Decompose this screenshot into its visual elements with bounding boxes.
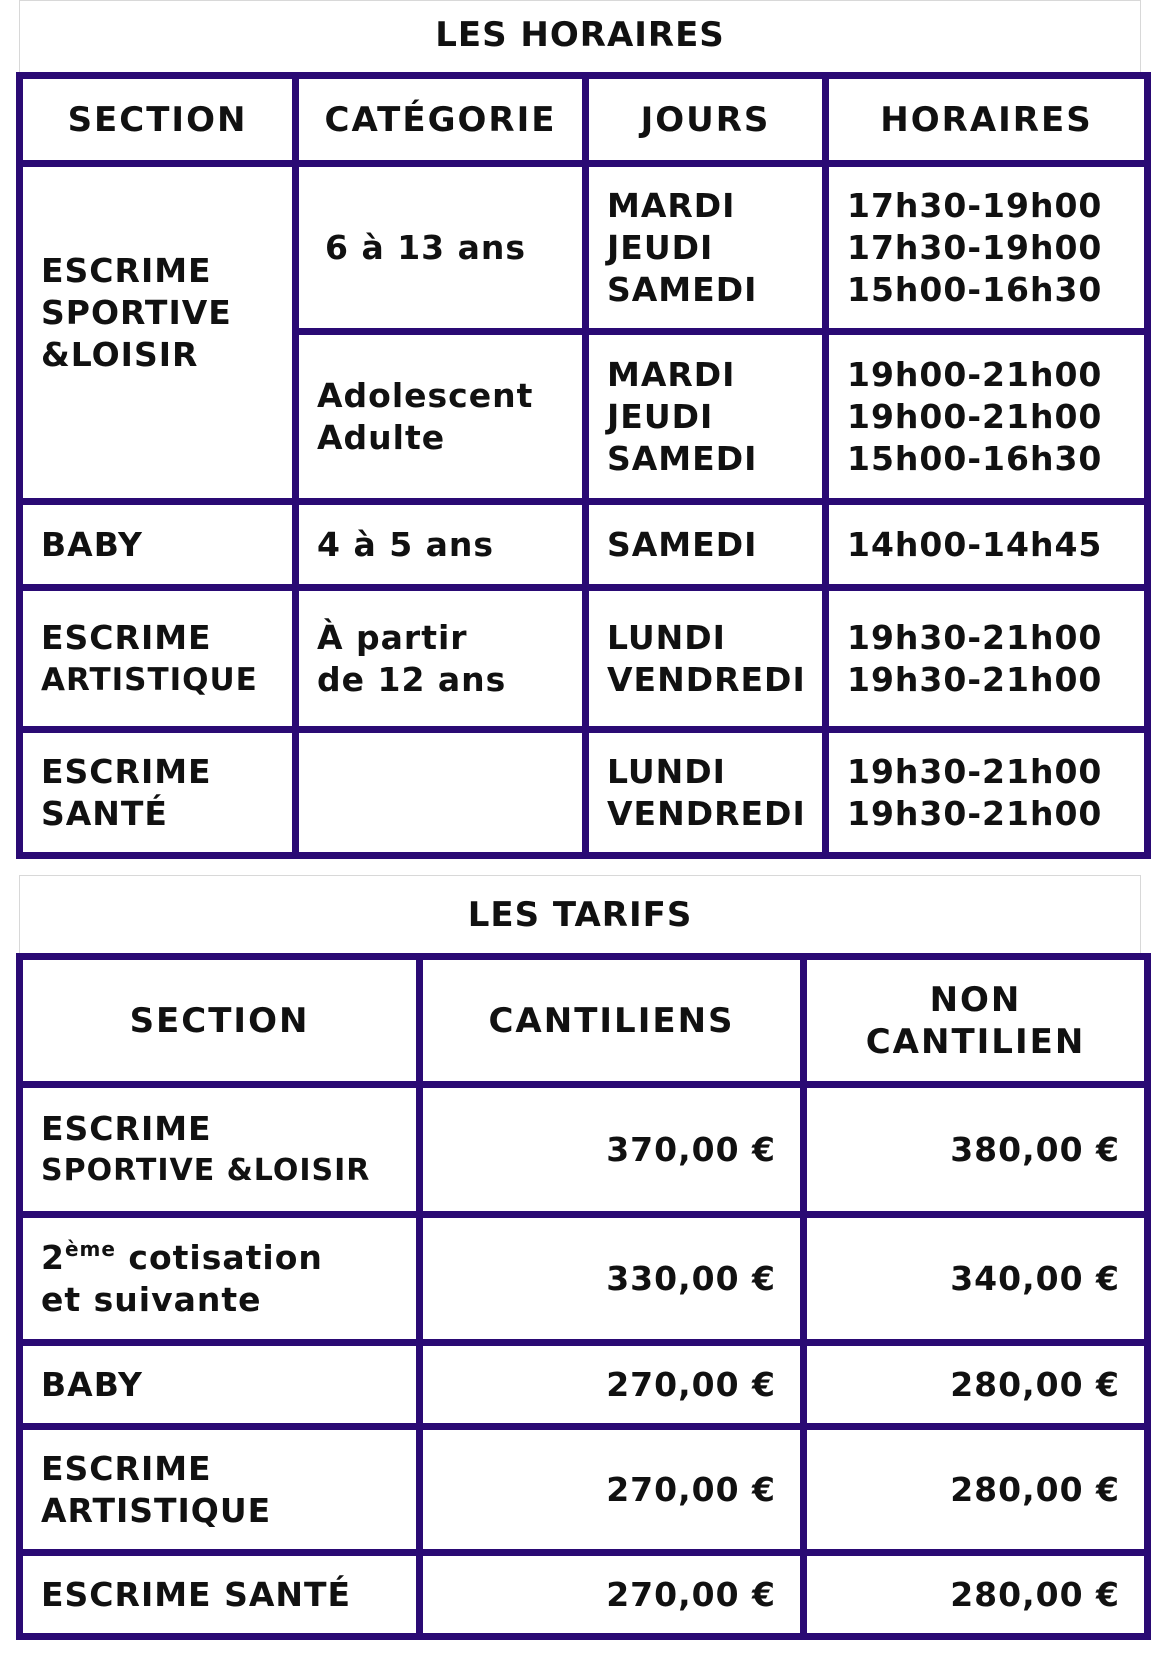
times-cell bbox=[826, 332, 1148, 502]
table-row bbox=[20, 1553, 1148, 1637]
day-line: MARDI bbox=[607, 354, 736, 394]
price-non-cantilien: 280,00 € bbox=[804, 1553, 1148, 1637]
horaires-table bbox=[16, 72, 1151, 859]
category-cell bbox=[296, 332, 586, 502]
day-line: VENDREDI bbox=[607, 659, 806, 699]
time-line: 19h30-21h00 bbox=[847, 751, 1103, 791]
time-line: 19h30-21h00 bbox=[847, 793, 1103, 833]
days-cell bbox=[586, 332, 826, 502]
times-cell: 14h00-14h45 bbox=[826, 502, 1148, 588]
horaires-header-row bbox=[20, 76, 1148, 164]
time-line: 15h00-16h30 bbox=[847, 269, 1103, 309]
header-section: SECTION bbox=[20, 76, 296, 164]
section-line: ESCRIME bbox=[41, 617, 212, 657]
day-line: SAMEDI bbox=[607, 438, 758, 478]
section-cell: ESCRIME SANTÉ bbox=[20, 1553, 420, 1637]
day-line: VENDREDI bbox=[607, 793, 806, 833]
category-line: 6 à 13 ans bbox=[325, 227, 527, 267]
header-horaires: HORAIRES bbox=[826, 76, 1148, 164]
days-cell bbox=[586, 588, 826, 730]
price-cantiliens: 370,00 € bbox=[420, 1085, 804, 1215]
time-line: 15h00-16h30 bbox=[847, 438, 1103, 478]
time-line: 19h30-21h00 bbox=[847, 617, 1103, 657]
section-line bbox=[41, 1237, 398, 1279]
tarifs-title: LES TARIFS bbox=[19, 875, 1141, 954]
price-non-cantilien: 340,00 € bbox=[804, 1215, 1148, 1343]
category-cell bbox=[296, 164, 586, 332]
price-cantiliens: 330,00 € bbox=[420, 1215, 804, 1343]
header-categorie: CATÉGORIE bbox=[296, 76, 586, 164]
time-line: 17h30-19h00 bbox=[847, 227, 1103, 267]
section-line: ARTISTIQUE bbox=[41, 1490, 272, 1530]
ordinal-number: 2 bbox=[41, 1237, 65, 1277]
day-line: MARDI bbox=[607, 185, 736, 225]
header-section: SECTION bbox=[20, 957, 420, 1085]
table-row bbox=[20, 164, 1148, 332]
table-row bbox=[20, 1343, 1148, 1427]
price-cantiliens: 270,00 € bbox=[420, 1553, 804, 1637]
price-non-cantilien: 280,00 € bbox=[804, 1427, 1148, 1553]
section-line: ESCRIME bbox=[41, 1448, 212, 1488]
times-cell bbox=[826, 164, 1148, 332]
section-cell: BABY bbox=[20, 1343, 420, 1427]
section-line: ESCRIME bbox=[41, 751, 212, 791]
table-row bbox=[20, 730, 1148, 856]
section-line: et suivante bbox=[41, 1279, 262, 1319]
section-line: ESCRIME bbox=[41, 250, 212, 290]
category-cell: 4 à 5 ans bbox=[296, 502, 586, 588]
tarifs-header-row bbox=[20, 957, 1148, 1085]
section-cell bbox=[20, 588, 296, 730]
category-line: Adulte bbox=[317, 417, 446, 457]
days-cell bbox=[586, 730, 826, 856]
times-cell bbox=[826, 730, 1148, 856]
section-line: &LOISIR bbox=[41, 334, 199, 374]
price-cantiliens: 270,00 € bbox=[420, 1343, 804, 1427]
category-cell bbox=[296, 588, 586, 730]
tarifs-table bbox=[16, 953, 1151, 1640]
days-cell bbox=[586, 164, 826, 332]
header-non-cantilien bbox=[804, 957, 1148, 1085]
price-non-cantilien: 280,00 € bbox=[804, 1343, 1148, 1427]
ordinal-suffix: ème bbox=[64, 1236, 116, 1261]
section-cell bbox=[20, 164, 296, 502]
table-row bbox=[20, 1215, 1148, 1343]
days-cell: SAMEDI bbox=[586, 502, 826, 588]
category-cell-empty bbox=[296, 730, 586, 856]
section-cell bbox=[20, 1427, 420, 1553]
price-cantiliens: 270,00 € bbox=[420, 1427, 804, 1553]
table-row bbox=[20, 502, 1148, 588]
header-line: CANTILIEN bbox=[865, 1021, 1086, 1062]
day-line: JEUDI bbox=[607, 396, 714, 436]
section-cell bbox=[20, 730, 296, 856]
section-cell bbox=[20, 1215, 420, 1343]
time-line: 19h30-21h00 bbox=[847, 659, 1103, 699]
time-line: 17h30-19h00 bbox=[847, 185, 1103, 225]
section-line: SANTÉ bbox=[41, 793, 168, 833]
section-cell: BABY bbox=[20, 502, 296, 588]
day-line: LUNDI bbox=[607, 751, 726, 791]
day-line: LUNDI bbox=[607, 617, 726, 657]
table-row bbox=[20, 1085, 1148, 1215]
day-line: SAMEDI bbox=[607, 269, 758, 309]
header-line: NON bbox=[929, 979, 1022, 1020]
price-non-cantilien: 380,00 € bbox=[804, 1085, 1148, 1215]
header-jours: JOURS bbox=[586, 76, 826, 164]
time-line: 19h00-21h00 bbox=[847, 354, 1103, 394]
category-line: Adolescent bbox=[317, 375, 534, 415]
times-cell bbox=[826, 588, 1148, 730]
time-line: 19h00-21h00 bbox=[847, 396, 1103, 436]
section-line: ARTISTIQUE bbox=[41, 661, 258, 698]
header-cantiliens: CANTILIENS bbox=[420, 957, 804, 1085]
table-row bbox=[20, 588, 1148, 730]
section-cell bbox=[20, 1085, 420, 1215]
category-line: À partir bbox=[317, 617, 468, 657]
section-line: SPORTIVE &LOISIR bbox=[41, 1152, 371, 1188]
table-row bbox=[20, 1427, 1148, 1553]
section-text: cotisation bbox=[115, 1237, 323, 1277]
horaires-title: LES HORAIRES bbox=[19, 0, 1141, 74]
day-line: JEUDI bbox=[607, 227, 714, 267]
section-line: SPORTIVE bbox=[41, 292, 232, 332]
section-line: ESCRIME bbox=[41, 1108, 212, 1148]
category-line: de 12 ans bbox=[317, 659, 507, 699]
